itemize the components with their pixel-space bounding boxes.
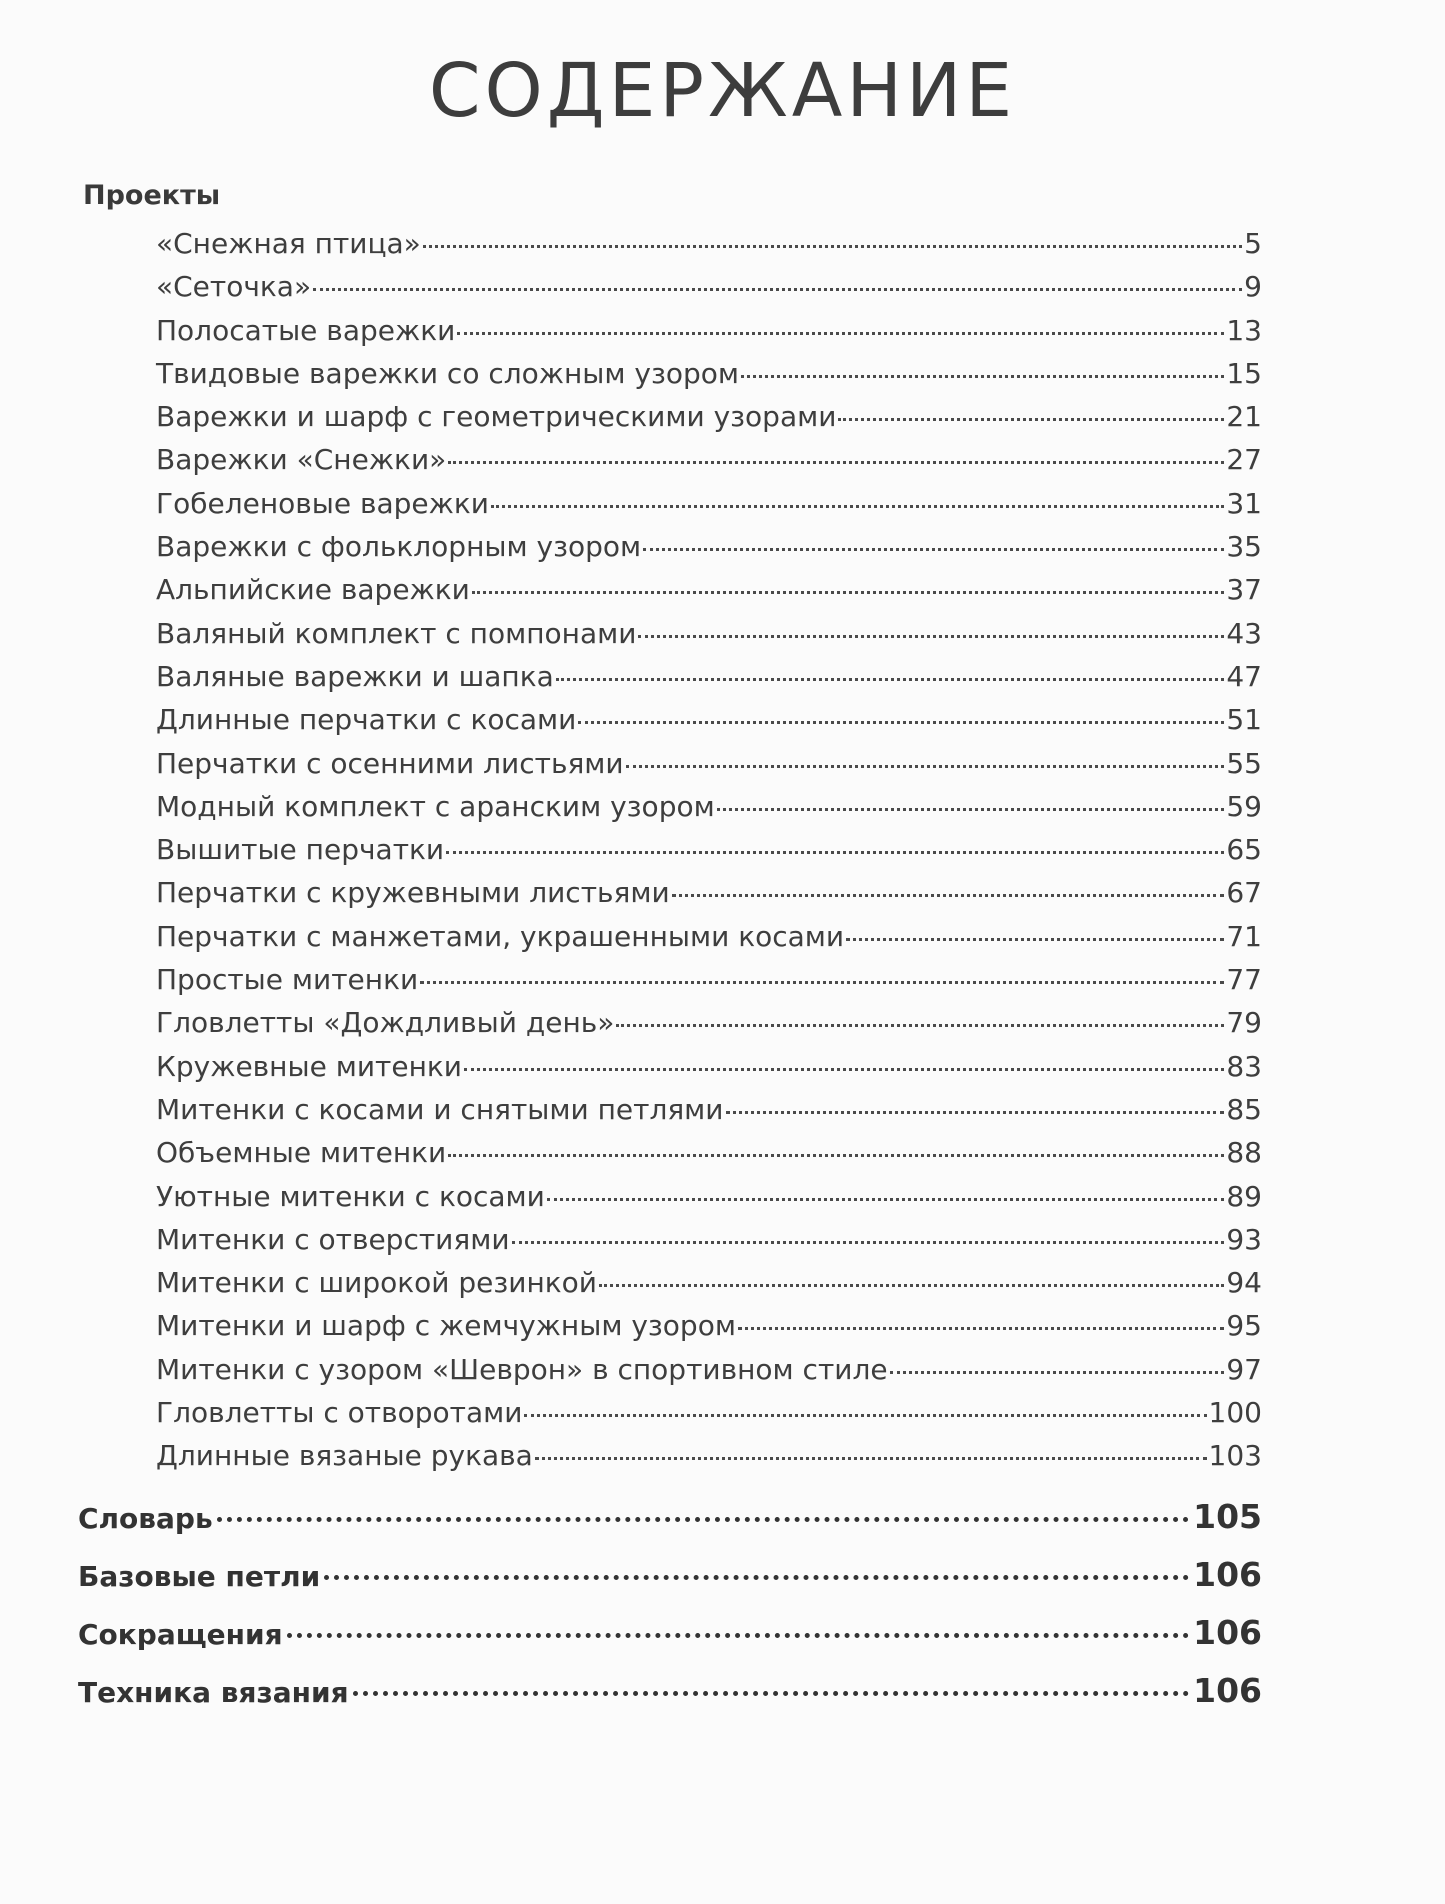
toc-entry-title: Твидовые варежки со сложным узором: [156, 356, 740, 390]
toc-entry-page: 100: [1208, 1396, 1262, 1430]
toc-entry: [156, 612, 1262, 655]
dot-leader: [524, 1414, 1206, 1417]
toc-entry-page: 71: [1226, 919, 1262, 953]
toc-major-entry: [78, 1604, 1262, 1662]
toc-entry-page: 9: [1244, 270, 1262, 304]
dot-leader: [643, 548, 1224, 551]
toc-entry-title: Кружевные митенки: [156, 1049, 462, 1083]
dot-leader: [287, 1633, 1189, 1638]
toc-major-title: Словарь: [78, 1502, 213, 1535]
toc-entry-title: Валяные варежки и шапка: [156, 659, 554, 693]
toc-entry-title: Митенки с косами и снятыми петлями: [156, 1092, 724, 1126]
dot-leader: [464, 1068, 1224, 1071]
section-heading-projects: Проекты: [83, 180, 221, 211]
toc-project-list: [156, 222, 1262, 1478]
toc-entry-page: 94: [1226, 1266, 1262, 1300]
toc-entry-page: 97: [1226, 1352, 1262, 1386]
toc-entry: [156, 1045, 1262, 1088]
toc-major-page: 106: [1193, 1613, 1262, 1652]
toc-entry-page: 55: [1226, 746, 1262, 780]
dot-leader: [556, 678, 1225, 681]
toc-entry-title: Длинные перчатки с косами: [156, 703, 577, 737]
toc-entry: [156, 1175, 1262, 1218]
toc-entry: [156, 438, 1262, 481]
toc-entry-title: Уютные митенки с косами: [156, 1179, 545, 1213]
toc-entry-title: Митенки и шарф с жемчужным узором: [156, 1309, 736, 1343]
toc-entry-title: Объемные митенки: [156, 1136, 447, 1170]
toc-entry-title: Модный комплект с аранским узором: [156, 789, 715, 823]
toc-entry-title: Валяный комплект с помпонами: [156, 616, 637, 650]
dot-leader: [217, 1517, 1189, 1522]
dot-leader: [717, 808, 1225, 811]
toc-entry-title: Митенки с отверстиями: [156, 1222, 510, 1256]
toc-major-title: Сокращения: [78, 1618, 283, 1651]
toc-entry-title: Перчатки с кружевными листьями: [156, 876, 670, 910]
toc-entry: [156, 958, 1262, 1001]
toc-entry-page: 51: [1226, 703, 1262, 737]
dot-leader: [672, 894, 1225, 897]
toc-entry: [156, 395, 1262, 438]
toc-entry-title: Полосатые варежки: [156, 313, 456, 347]
toc-entry-page: 83: [1226, 1049, 1262, 1083]
toc-entry-page: 93: [1226, 1222, 1262, 1256]
toc-major-entry: [78, 1488, 1262, 1546]
toc-entry-title: Варежки и шарф с геометрическими узорами: [156, 400, 837, 434]
toc-entry: [156, 352, 1262, 395]
toc-entry: [156, 1348, 1262, 1391]
toc-entry-page: 77: [1226, 963, 1262, 997]
toc-entry: [156, 1131, 1262, 1174]
dot-leader: [472, 591, 1224, 594]
toc-entry-title: Простые митенки: [156, 963, 419, 997]
toc-entry-title: «Сеточка»: [156, 270, 312, 304]
dot-leader: [446, 851, 1224, 854]
toc-entry-title: Варежки «Снежки»: [156, 443, 447, 477]
page-title: СОДЕРЖАНИЕ: [428, 48, 1017, 134]
dot-leader: [512, 1241, 1225, 1244]
toc-entry-title: Гловлетты «Дождливый день»: [156, 1006, 615, 1040]
toc-entry-title: Перчатки с осенними листьями: [156, 746, 624, 780]
toc-entry-title: Митенки с широкой резинкой: [156, 1266, 597, 1300]
toc-entry-page: 13: [1226, 313, 1262, 347]
toc-entry: [156, 1261, 1262, 1304]
dot-leader: [423, 245, 1242, 248]
toc-entry: [156, 1001, 1262, 1044]
toc-entry: [156, 525, 1262, 568]
toc-entry-title: Гобеленовые варежки: [156, 486, 489, 520]
toc-entry-title: Вышитые перчатки: [156, 833, 445, 867]
dot-leader: [353, 1691, 1190, 1696]
dot-leader: [616, 1024, 1224, 1027]
toc-entry: [156, 698, 1262, 741]
dot-leader: [846, 938, 1224, 941]
toc-entry-title: Варежки с фольклорным узором: [156, 530, 642, 564]
toc-entry-page: 5: [1244, 227, 1262, 260]
dot-leader: [448, 1154, 1224, 1157]
toc-entry-title: Длинные вязаные рукава: [156, 1439, 533, 1473]
dot-leader: [547, 1198, 1224, 1201]
toc-entry-page: 95: [1226, 1309, 1262, 1343]
toc-entry: [156, 871, 1262, 914]
toc-entry: [156, 915, 1262, 958]
toc-entry-page: 89: [1226, 1179, 1262, 1213]
dot-leader: [491, 505, 1224, 508]
toc-entry-title: Альпийские варежки: [156, 573, 470, 607]
toc-entry: [156, 655, 1262, 698]
dot-leader: [457, 332, 1224, 335]
toc-entry: [156, 482, 1262, 525]
dot-leader: [313, 288, 1242, 291]
dot-leader: [638, 635, 1224, 638]
toc-entry-page: 67: [1226, 876, 1262, 910]
toc-entry: [156, 742, 1262, 785]
toc-entry-page: 65: [1226, 833, 1262, 867]
dot-leader: [741, 375, 1224, 378]
toc-major-page: 106: [1193, 1671, 1262, 1710]
dot-leader: [324, 1575, 1189, 1580]
toc-major-entry: [78, 1662, 1262, 1720]
toc-entry: [156, 1434, 1262, 1477]
toc-entry: [156, 1391, 1262, 1434]
toc-entry-title: «Снежная птица»: [156, 227, 421, 260]
toc-entry: [156, 828, 1262, 871]
toc-entry-title: Перчатки с манжетами, украшенными косами: [156, 919, 845, 953]
dot-leader: [626, 765, 1225, 768]
toc-entry-page: 27: [1226, 443, 1262, 477]
toc-major-list: [78, 1488, 1262, 1720]
toc-entry-title: Митенки с узором «Шеврон» в спортивном стиле: [156, 1352, 888, 1386]
toc-entry-page: 15: [1226, 356, 1262, 390]
dot-leader: [599, 1284, 1224, 1287]
toc-entry-page: 21: [1226, 400, 1262, 434]
toc-entry: [156, 785, 1262, 828]
dot-leader: [726, 1111, 1225, 1114]
toc-entry: [156, 568, 1262, 611]
toc-major-page: 106: [1193, 1555, 1262, 1594]
toc-entry: [156, 1304, 1262, 1347]
toc-entry-page: 43: [1226, 616, 1262, 650]
toc-entry-page: 31: [1226, 486, 1262, 520]
toc-entry: [156, 1218, 1262, 1261]
toc-entry-page: 59: [1226, 789, 1262, 823]
toc-entry: [156, 309, 1262, 352]
dot-leader: [578, 721, 1224, 724]
dot-leader: [738, 1327, 1224, 1330]
toc-major-title: Базовые петли: [78, 1560, 321, 1593]
toc-major-page: 105: [1193, 1497, 1262, 1536]
toc-entry-page: 47: [1226, 659, 1262, 693]
dot-leader: [448, 461, 1224, 464]
toc-major-entry: [78, 1546, 1262, 1604]
toc-entry: [156, 265, 1262, 308]
toc-entry-page: 88: [1226, 1136, 1262, 1170]
dot-leader: [890, 1371, 1225, 1374]
dot-leader: [420, 981, 1224, 984]
toc-major-title: Техника вязания: [78, 1676, 349, 1709]
toc-entry-title: Гловлетты с отворотами: [156, 1396, 523, 1430]
toc-entry-page: 37: [1226, 573, 1262, 607]
toc-entry: [156, 1088, 1262, 1131]
dot-leader: [535, 1457, 1207, 1460]
toc-entry-page: 79: [1226, 1006, 1262, 1040]
toc-entry-page: 85: [1226, 1092, 1262, 1126]
dot-leader: [838, 418, 1224, 421]
toc-entry-page: 103: [1208, 1439, 1262, 1473]
toc-entry-page: 35: [1226, 530, 1262, 564]
toc-entry: [156, 222, 1262, 265]
